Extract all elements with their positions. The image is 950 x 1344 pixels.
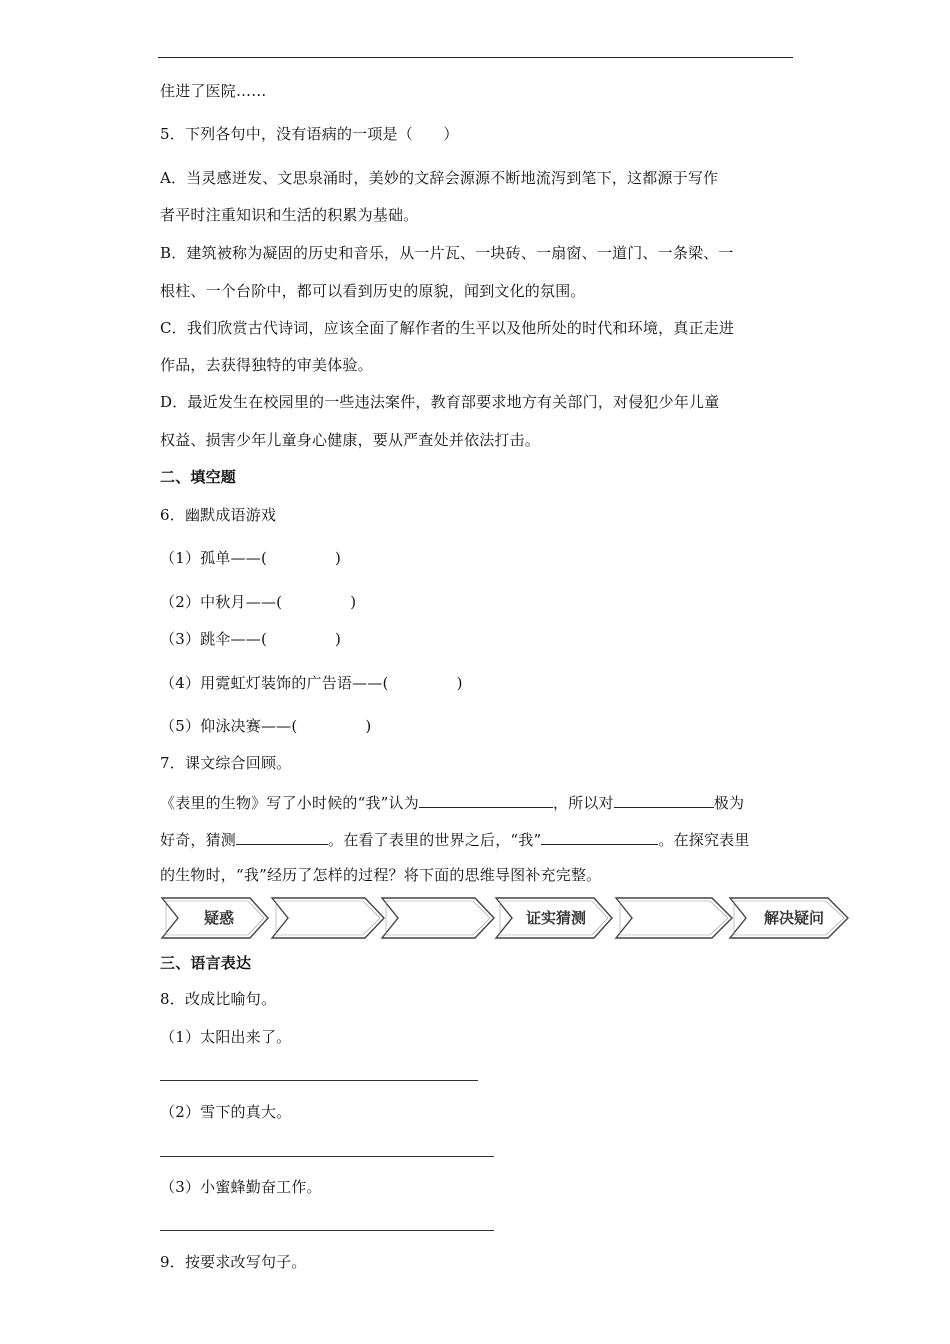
q6-item-1 [160,548,341,568]
q5-option-d-line2: 权益、损害少年儿童身心健康，要从严查处并依法打击。 [160,431,541,449]
q8-item-1: （1）太阳出来了。 [160,1028,292,1046]
q6-item-4 [160,673,463,693]
q5-option-d-line1: D．最近发生在校园里的一些违法案件，教育部要求地方有关部门，对侵犯少年儿童 [160,393,720,411]
q6-item-label: （1）孤单——( [160,549,267,567]
q7-text: 。在看了表里的世界之后，“我” [328,831,542,849]
q7-paragraph-line1 [160,791,744,813]
flow-step-1[interactable] [162,898,268,938]
mind-map-flow [160,894,850,942]
answer-blank[interactable] [614,791,714,808]
q6-item-close: ) [335,630,342,648]
q7-paragraph-line3: 的生物时，“我”经历了怎样的过程？将下面的思维导图补充完整。 [160,866,602,884]
q8-item-3: （3）小蜜蜂勤奋工作。 [160,1178,322,1196]
flow-step-5[interactable] [616,898,732,938]
q5-option-a-line1: A．当灵感迸发、文思泉涌时，美妙的文辞会源源不断地流泻到笔下，这都源于写作 [160,169,719,187]
flow-step-label: 证实猜测 [526,909,587,927]
q6-item-close: ) [365,717,372,735]
q5-option-b-line2: 根柱、一个台阶中，都可以看到历史的原貌，闻到文化的氛围。 [160,282,586,300]
flow-step-label: 解决疑问 [764,909,825,927]
q6-item-label: （2）中秋月——( [160,593,283,611]
q8-stem: 8．改成比喻句。 [160,990,277,1008]
q7-text: 。在探究表里 [658,831,750,849]
section-title-language: 三、语言表达 [160,954,252,972]
q6-item-5 [160,716,371,736]
q7-text: ，所以对 [552,794,614,812]
q8-answer-line-3[interactable] [160,1230,494,1231]
q6-stem: 6．幽默成语游戏 [160,506,277,524]
answer-blank[interactable] [541,828,658,845]
q6-item-close: ) [350,593,357,611]
flow-step-label: 疑惑 [204,909,235,927]
q7-text: 《表里的生物》写了小时候的“我”认为 [160,794,419,812]
q6-item-3 [160,629,341,649]
q6-item-label: （5）仰泳决赛——( [160,717,298,735]
q7-text: 极为 [713,794,745,812]
q6-item-close: ) [456,674,463,692]
q5-option-c-line1: C．我们欣赏古代诗词，应该全面了解作者的生平以及他所处的时代和环境，真正走进 [160,319,735,337]
q5-option-b-line1: B．建筑被称为凝固的历史和音乐，从一片瓦、一块砖、一扇窗、一道门、一条梁、一 [160,244,734,262]
answer-blank[interactable] [419,791,553,808]
section-title-fill-blank: 二、填空题 [160,468,237,486]
answer-blank[interactable] [236,828,328,845]
flow-step-6[interactable] [730,898,848,938]
flow-step-2[interactable] [272,898,384,938]
q6-item-label: （4）用霓虹灯装饰的广告语——( [160,674,389,692]
q5-option-c-line2: 作品，去获得独特的审美体验。 [160,356,373,374]
q8-answer-line-1[interactable] [160,1080,478,1081]
continuation-text: 住进了医院…… [160,82,267,100]
q5-option-a-line2: 者平时注重知识和生活的积累为基础。 [160,206,419,224]
header-rule [158,57,793,58]
q5-stem: 5．下列各句中，没有语病的一项是（ ） [160,125,459,143]
flow-step-3[interactable] [382,898,494,938]
q6-item-close: ) [335,549,342,567]
q7-text: 好奇，猜测 [160,831,237,849]
q8-answer-line-2[interactable] [160,1156,494,1157]
q6-item-2 [160,592,356,612]
mind-map-svg [160,894,850,942]
q8-item-2: （2）雪下的真大。 [160,1103,292,1121]
flow-step-4[interactable] [496,898,612,938]
q7-paragraph-line2 [160,828,750,850]
q9-stem: 9．按要求改写句子。 [160,1253,307,1271]
q7-stem: 7．课文综合回顾。 [160,754,292,772]
q6-item-label: （3）跳伞——( [160,630,267,648]
